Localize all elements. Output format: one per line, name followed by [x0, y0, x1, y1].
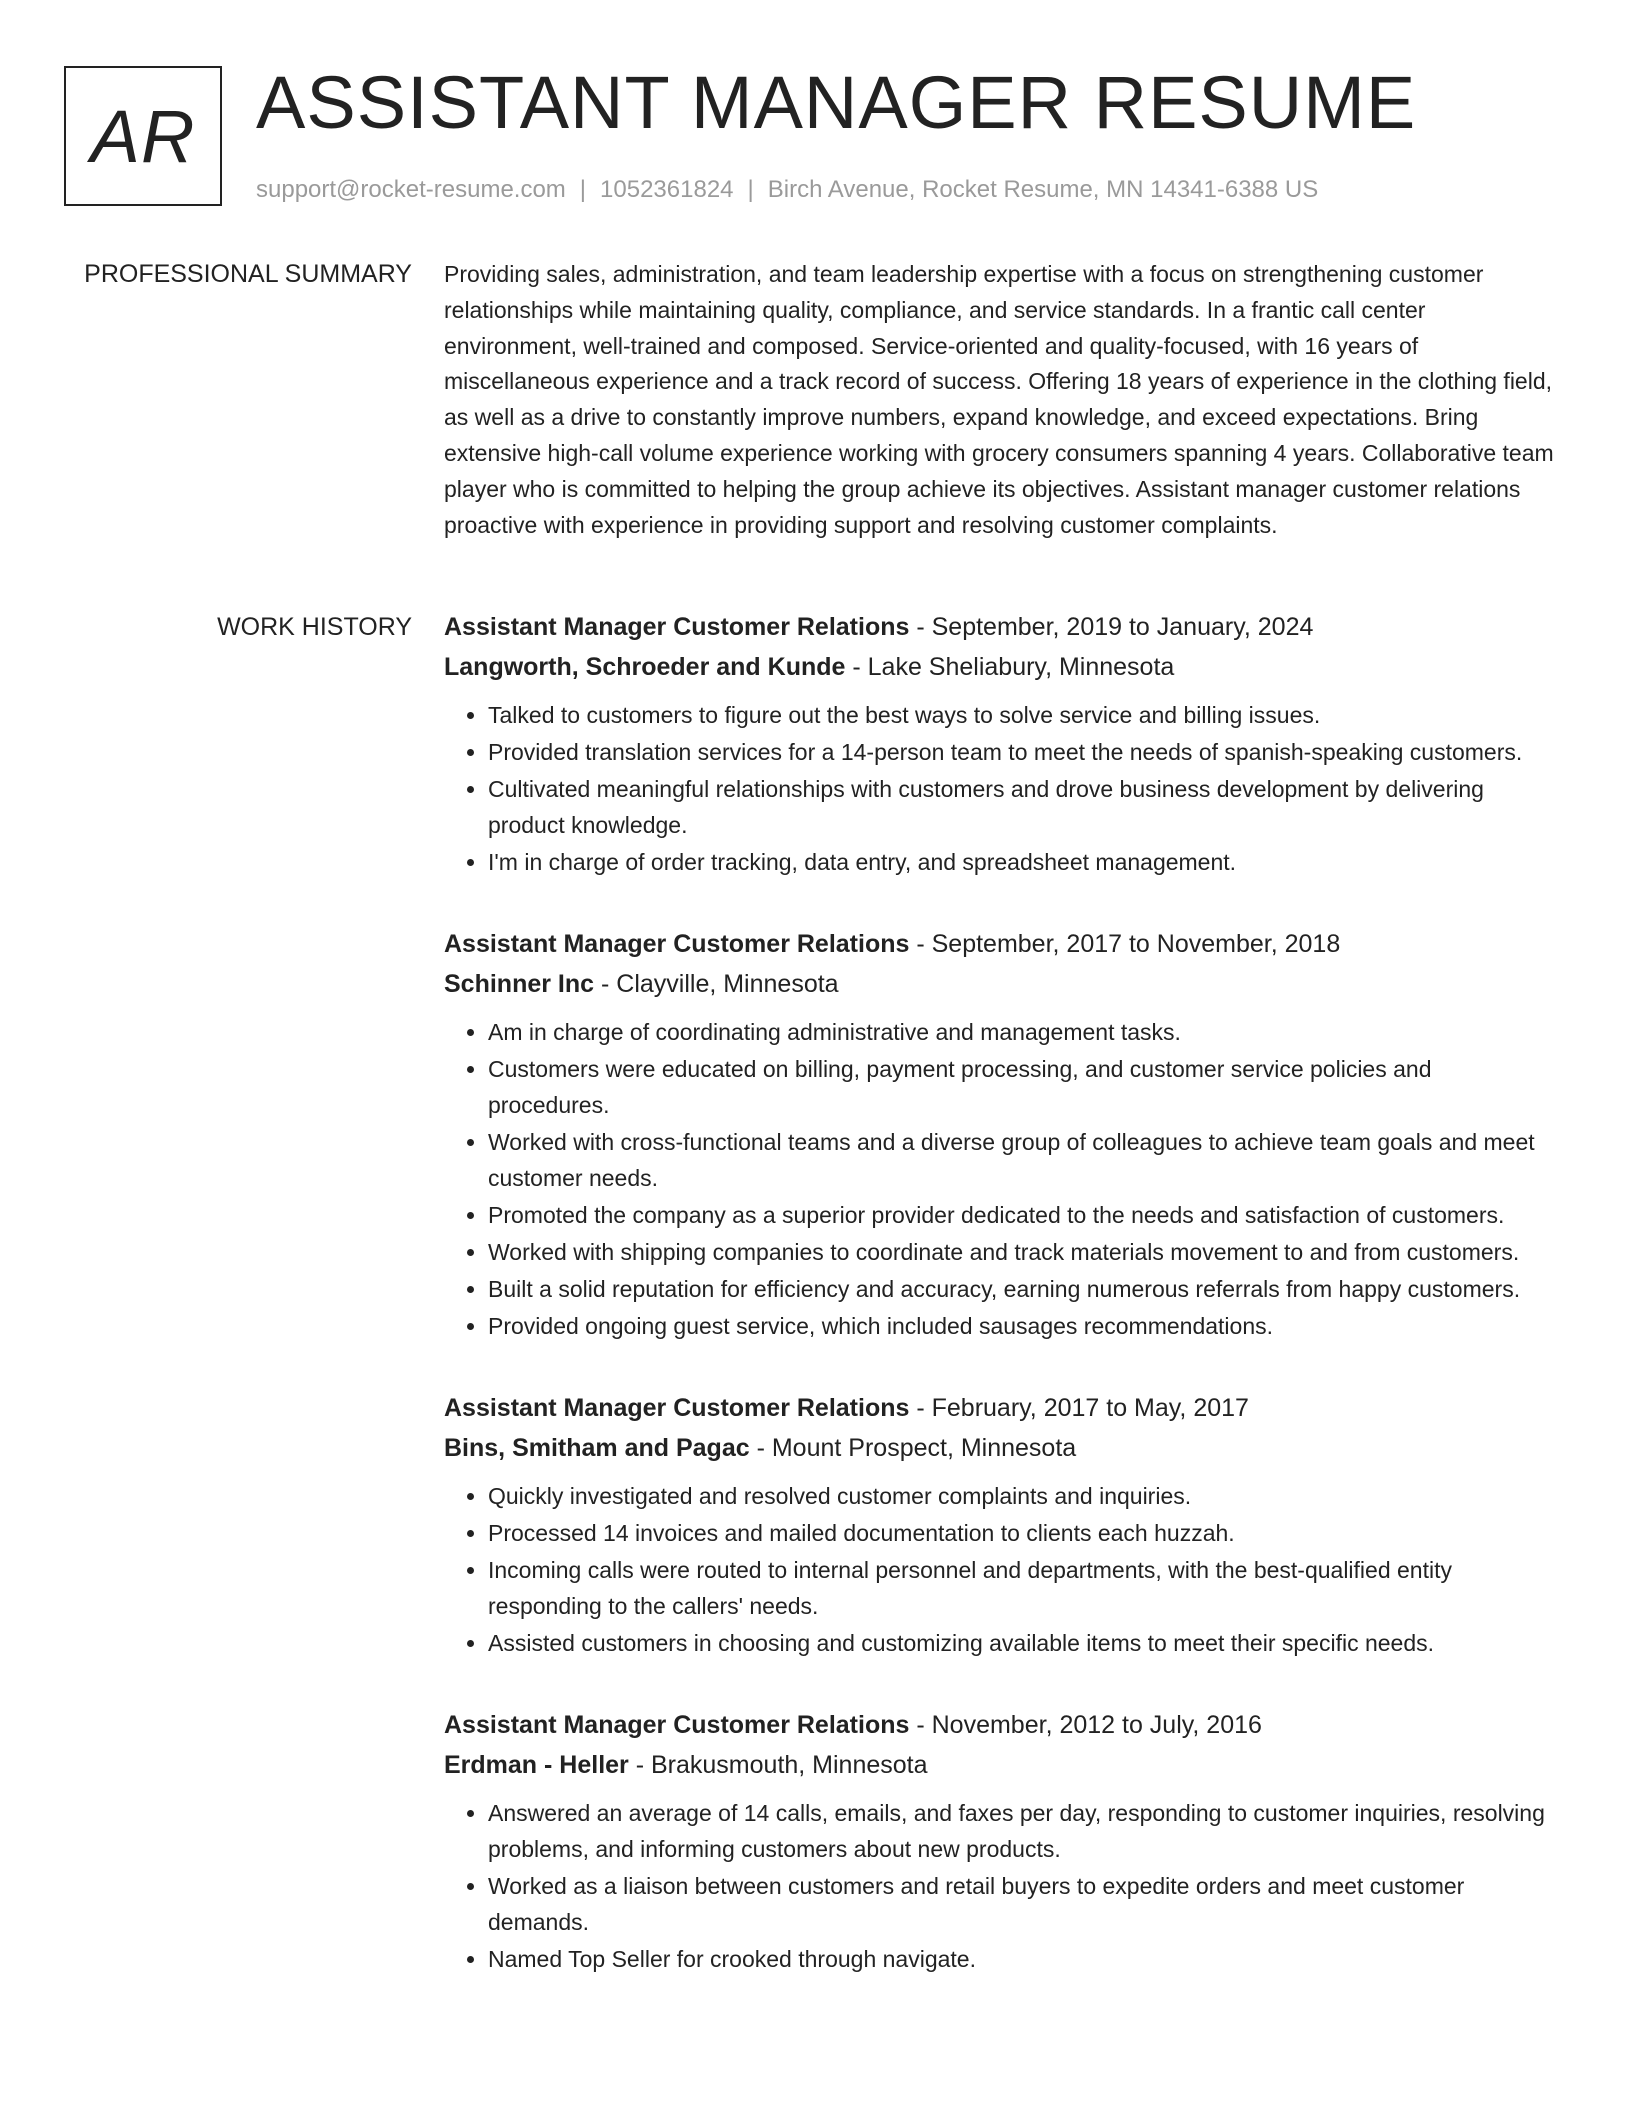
- contact-separator: |: [747, 176, 754, 203]
- job-dates: - September, 2019 to January, 2024: [909, 613, 1314, 641]
- job-dates: - February, 2017 to May, 2017: [909, 1394, 1249, 1422]
- bullet-item: • Named Top Seller for crooked through navigate.: [488, 1941, 1556, 1977]
- bullet-item: • Provided translation services for a 14-person team to meet the needs of spanish-speaking customers.: [488, 734, 1556, 770]
- job-company-line: [444, 1428, 1556, 1468]
- job-title: Assistant Manager Customer Relations: [444, 1394, 910, 1422]
- bullet-item: • Incoming calls were routed to internal personnel and departments, with the best-qualified entity responding to the callers' needs.: [488, 1552, 1556, 1624]
- work-history-section-label: WORK HISTORY: [217, 613, 412, 641]
- bullet-item: • Processed 14 invoices and mailed documentation to clients each huzzah.: [488, 1515, 1556, 1551]
- job-dates: - September, 2017 to November, 2018: [909, 930, 1341, 958]
- bullet-item: • Quickly investigated and resolved customer complaints and inquiries.: [488, 1478, 1556, 1514]
- job-location: - Brakusmouth, Minnesota: [628, 1751, 928, 1779]
- job-title-line: [444, 924, 1556, 964]
- monogram-initials: AR: [90, 94, 196, 178]
- job-company: Schinner Inc: [444, 970, 595, 998]
- job-company: Erdman - Heller: [444, 1751, 629, 1779]
- job-company-line: [444, 964, 1556, 1004]
- bullet-item: • Assisted customers in choosing and customizing available items to meet their specific needs.: [488, 1625, 1556, 1661]
- job-entry: [444, 1705, 1556, 1977]
- job-dates: - November, 2012 to July, 2016: [909, 1711, 1262, 1739]
- job-company-line: [444, 1745, 1556, 1785]
- job-location: - Mount Prospect, Minnesota: [749, 1434, 1077, 1462]
- bullet-item: • I'm in charge of order tracking, data entry, and spreadsheet management.: [488, 844, 1556, 880]
- work-history-section: [444, 607, 1556, 1977]
- job-title-line: [444, 607, 1556, 647]
- bullet-item: • Customers were educated on billing, payment processing, and customer service policies and procedures.: [488, 1051, 1556, 1123]
- job-title: Assistant Manager Customer Relations: [444, 613, 910, 641]
- job-location: - Lake Sheliabury, Minnesota: [845, 653, 1175, 681]
- job-title: Assistant Manager Customer Relations: [444, 930, 910, 958]
- bullet-item: • Provided ongoing guest service, which included sausages recommendations.: [488, 1308, 1556, 1344]
- contact-line: [256, 174, 1318, 206]
- bullet-item: • Cultivated meaningful relationships with customers and drove business development by delivering product knowledge.: [488, 771, 1556, 843]
- contact-phone: 1052361824: [600, 176, 734, 203]
- bullet-item: • Promoted the company as a superior provider dedicated to the needs and satisfaction of customers.: [488, 1197, 1556, 1233]
- summary-text: Providing sales, administration, and team leadership expertise with a focus on strengthening customer relationships while maintaining quality, compliance, and service standards. In a frantic call center environment, well-trained and composed. Service-oriented and quality-focused, with 16 years of miscellaneous experience and a track record of success. Offering 18 years of experience in the clothing field, as well as a drive to constantly improve numbers, expand knowledge, and exceed expectations. Bring extensive high-call volume experience working with grocery consumers spanning 4 years. Collaborative team player who is committed to helping the group achieve its objectives. Assistant manager customer relations proactive with experience in providing support and resolving customer complaints.: [444, 261, 1554, 538]
- bullet-item: • Worked with cross-functional teams and a diverse group of colleagues to achieve team goals and meet customer needs.: [488, 1124, 1556, 1196]
- job-location: - Clayville, Minnesota: [594, 970, 839, 998]
- bullet-item: • Am in charge of coordinating administrative and management tasks.: [488, 1014, 1556, 1050]
- summary-section: [444, 257, 1556, 543]
- job-entry: [444, 1388, 1556, 1661]
- job-entry: [444, 607, 1556, 880]
- job-title-line: [444, 1388, 1556, 1428]
- contact-address: Birch Avenue, Rocket Resume, MN 14341-6388 US: [767, 176, 1319, 203]
- bullet-item: • Worked as a liaison between customers and retail buyers to expedite orders and meet customer demands.: [488, 1868, 1556, 1940]
- contact-email: support@rocket-resume.com: [256, 176, 566, 203]
- job-bullets: [444, 1795, 1556, 1977]
- job-title-line: [444, 1705, 1556, 1745]
- job-company-line: [444, 647, 1556, 687]
- bullet-item: • Talked to customers to figure out the best ways to solve service and billing issues.: [488, 697, 1556, 733]
- monogram-box: [64, 66, 222, 206]
- contact-separator: |: [579, 176, 587, 203]
- job-entry: [444, 924, 1556, 1344]
- bullet-item: • Worked with shipping companies to coordinate and track materials movement to and from customers.: [488, 1234, 1556, 1270]
- bullet-item: • Answered an average of 14 calls, emails, and faxes per day, responding to customer inquiries, resolving problems, and informing customers about new products.: [488, 1795, 1556, 1867]
- bullet-item: • Built a solid reputation for efficiency and accuracy, earning numerous referrals from happy customers.: [488, 1271, 1556, 1307]
- job-bullets: [444, 1014, 1556, 1344]
- job-title: Assistant Manager Customer Relations: [444, 1711, 910, 1739]
- job-bullets: [444, 1478, 1556, 1661]
- job-bullets: [444, 697, 1556, 880]
- job-company: Bins, Smitham and Pagac: [444, 1434, 750, 1462]
- resume-title: ASSISTANT MANAGER RESUME: [256, 61, 1417, 144]
- job-company: Langworth, Schroeder and Kunde: [444, 653, 846, 681]
- summary-section-label: PROFESSIONAL SUMMARY: [84, 260, 412, 288]
